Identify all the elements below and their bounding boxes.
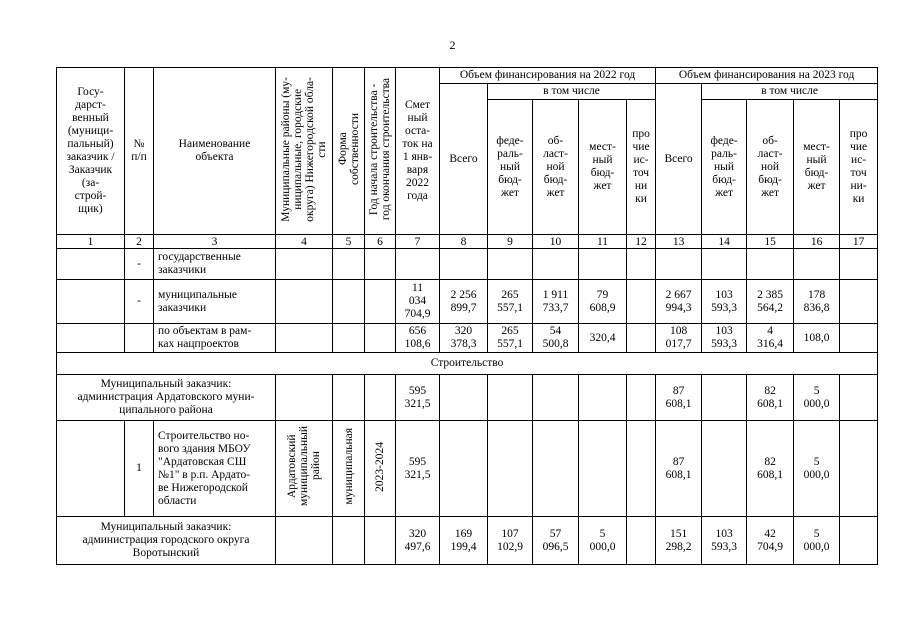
cell [276,324,333,353]
column-number: 14 [702,235,747,249]
cell [840,249,878,280]
cell-regional-2023: 2 385 564,2 [747,280,794,324]
header-ownership-text: Форма собственности [336,113,361,185]
header-federal-2022: феде- раль- ный бюд- жет [488,100,533,235]
cell [702,375,747,421]
header-local-2022: мест- ный бюд- жет [579,100,627,235]
cell-local-2023: 5 000,0 [794,421,840,517]
cell-regional-2023: 42 704,9 [747,517,794,565]
header-years-text: Год начала строительства - год окончания строительства [368,77,392,221]
cell-years [365,421,396,517]
cell [488,375,533,421]
column-number: 1 [57,235,125,249]
cell-total-2023: 87 608,1 [656,375,702,421]
cell-federal-2023: 103 593,3 [702,517,747,565]
header-ownership [333,68,365,235]
district-text: Ардатовский муниципальный район [286,426,322,507]
row-name: муниципальные заказчики [154,280,276,324]
section-title: Строительство [57,353,878,375]
cell-other-2022 [627,324,656,353]
row-name: государственные заказчики [154,249,276,280]
cell-regional-2022: 57 096,5 [533,517,579,565]
cell [747,249,794,280]
cell [440,249,488,280]
header-districts-text: Муниципальные районы (му- ниципальные, городские округа) Нижегородской обла- сти [280,76,328,222]
row-name: Строительство но- вого здания МБОУ "Ардатовская СШ №1" в р.п. Ардато- ве Нижегородской области [154,421,276,517]
cell-total-2023: 108 017,7 [656,324,702,353]
cell [333,324,365,353]
cell [627,249,656,280]
cell-balance: 11 034 704,9 [396,280,440,324]
table-row-object-1 [57,421,878,517]
column-number: 17 [840,235,878,249]
cell-other-2023 [840,280,878,324]
cell-total-2023: 151 298,2 [656,517,702,565]
financing-table [56,67,878,565]
cell [794,249,840,280]
header-fin-2022: Объем финансирования на 2022 год [440,68,656,84]
header-balance: Смет ный остa- ток на 1 янв- варя 2022 года [396,68,440,235]
ownership-text: муниципальная [342,428,355,505]
cell-regional-2022: 1 911 733,7 [533,280,579,324]
column-number: 7 [396,235,440,249]
cell-local-2023: 5 000,0 [794,517,840,565]
cell [396,249,440,280]
cell [365,280,396,324]
cell-local-2022: 320,4 [579,324,627,353]
header-including-2023: в том числе [702,84,878,100]
cell [702,421,747,517]
cell [276,249,333,280]
cell-regional-2022: 54 500,8 [533,324,579,353]
cell [533,421,579,517]
cell-total-2022: 320 378,3 [440,324,488,353]
cell [440,421,488,517]
cell-other-2023 [840,324,878,353]
cell [579,375,627,421]
table-row-gos-customers [57,249,878,280]
table-row-vorotynsky-customer [57,517,878,565]
cell-local-2022: 79 608,9 [579,280,627,324]
cell-total-2022: 2 256 899,7 [440,280,488,324]
cell-regional-2023: 82 608,1 [747,421,794,517]
header-including-2022: в том числе [488,84,656,100]
cell-regional-2023: 4 316,4 [747,324,794,353]
header-regional-2023: об- ласт- ной бюд- жет [747,100,794,235]
header-total-2022: Всего [440,84,488,235]
column-number: 15 [747,235,794,249]
cell-total-2023: 87 608,1 [656,421,702,517]
cell [333,280,365,324]
cell [57,324,125,353]
cell-local-2023: 108,0 [794,324,840,353]
cell [488,421,533,517]
header-regional-2022: об- ласт- ной бюд- жет [533,100,579,235]
cell-balance: 595 321,5 [396,421,440,517]
column-number: 3 [154,235,276,249]
cell [627,421,656,517]
cell-local-2023: 5 000,0 [794,375,840,421]
row-num: - [125,280,154,324]
cell [365,324,396,353]
cell-local-2023: 178 836,8 [794,280,840,324]
cell [276,280,333,324]
column-number: 6 [365,235,396,249]
cell [627,375,656,421]
table-row-section [57,353,878,375]
cell-total-2022: 169 199,4 [440,517,488,565]
header-federal-2023: феде- раль- ный бюд- жет [702,100,747,235]
cell-district [276,421,333,517]
column-number: 5 [333,235,365,249]
cell [840,421,878,517]
cell [276,375,333,421]
header-num: № п/п [125,68,154,235]
header-districts [276,68,333,235]
column-number-row [57,235,878,249]
cell [579,249,627,280]
cell-balance: 320 497,6 [396,517,440,565]
header-local-2023: мест- ный бюд- жет [794,100,840,235]
cell [840,375,878,421]
table-row-national-projects [57,324,878,353]
page-number: 2 [449,38,456,52]
column-number: 16 [794,235,840,249]
column-number: 13 [656,235,702,249]
row-num: 1 [125,421,154,517]
header-other-2023: про чие ис- точ ни- ки [840,100,878,235]
header-name: Наименование объекта [154,68,276,235]
cell-federal-2023: 103 593,3 [702,324,747,353]
cell-balance: 595 321,5 [396,375,440,421]
cell-federal-2022: 265 557,1 [488,324,533,353]
cell [57,249,125,280]
cell [276,517,333,565]
cell-ownership [333,421,365,517]
cell [333,249,365,280]
column-number: 4 [276,235,333,249]
cell [702,249,747,280]
cell [365,375,396,421]
cell-federal-2023: 103 593,3 [702,280,747,324]
cell [125,324,154,353]
cell-other-2022 [627,280,656,324]
cell [533,375,579,421]
column-number: 2 [125,235,154,249]
cell [533,249,579,280]
cell [365,249,396,280]
column-number: 8 [440,235,488,249]
header-fin-2023: Объем финансирования на 2023 год [656,68,878,84]
cell [579,421,627,517]
cell [627,517,656,565]
cell [840,517,878,565]
header-total-2023: Всего [656,84,702,235]
cell [333,517,365,565]
cell [333,375,365,421]
customer-name: Муниципальный заказчик: администрация городского округа Воротынский [57,517,276,565]
table-row-mun-customers [57,280,878,324]
cell [365,517,396,565]
table-row-ardatov-customer [57,375,878,421]
cell-federal-2022: 107 102,9 [488,517,533,565]
column-number: 12 [627,235,656,249]
cell [57,280,125,324]
column-number: 11 [579,235,627,249]
header-customer: Госу- дарст- венный (муници- пальный) заказчик / Заказчик (за- строй- щик) [57,68,125,235]
years-text: 2023-2024 [374,441,386,492]
cell-federal-2022: 265 557,1 [488,280,533,324]
column-number: 10 [533,235,579,249]
header-years [365,68,396,235]
customer-name: Муниципальный заказчик: администрация Ардатовского муни- ципального района [57,375,276,421]
cell-balance: 656 108,6 [396,324,440,353]
cell [488,249,533,280]
row-num: - [125,249,154,280]
row-name: по объектам в рам- ках нацпроектов [154,324,276,353]
cell-total-2023: 2 667 994,3 [656,280,702,324]
cell [440,375,488,421]
cell [57,421,125,517]
cell-local-2022: 5 000,0 [579,517,627,565]
cell [656,249,702,280]
cell-regional-2023: 82 608,1 [747,375,794,421]
header-other-2022: про чие ис- точ ни ки [627,100,656,235]
column-number: 9 [488,235,533,249]
